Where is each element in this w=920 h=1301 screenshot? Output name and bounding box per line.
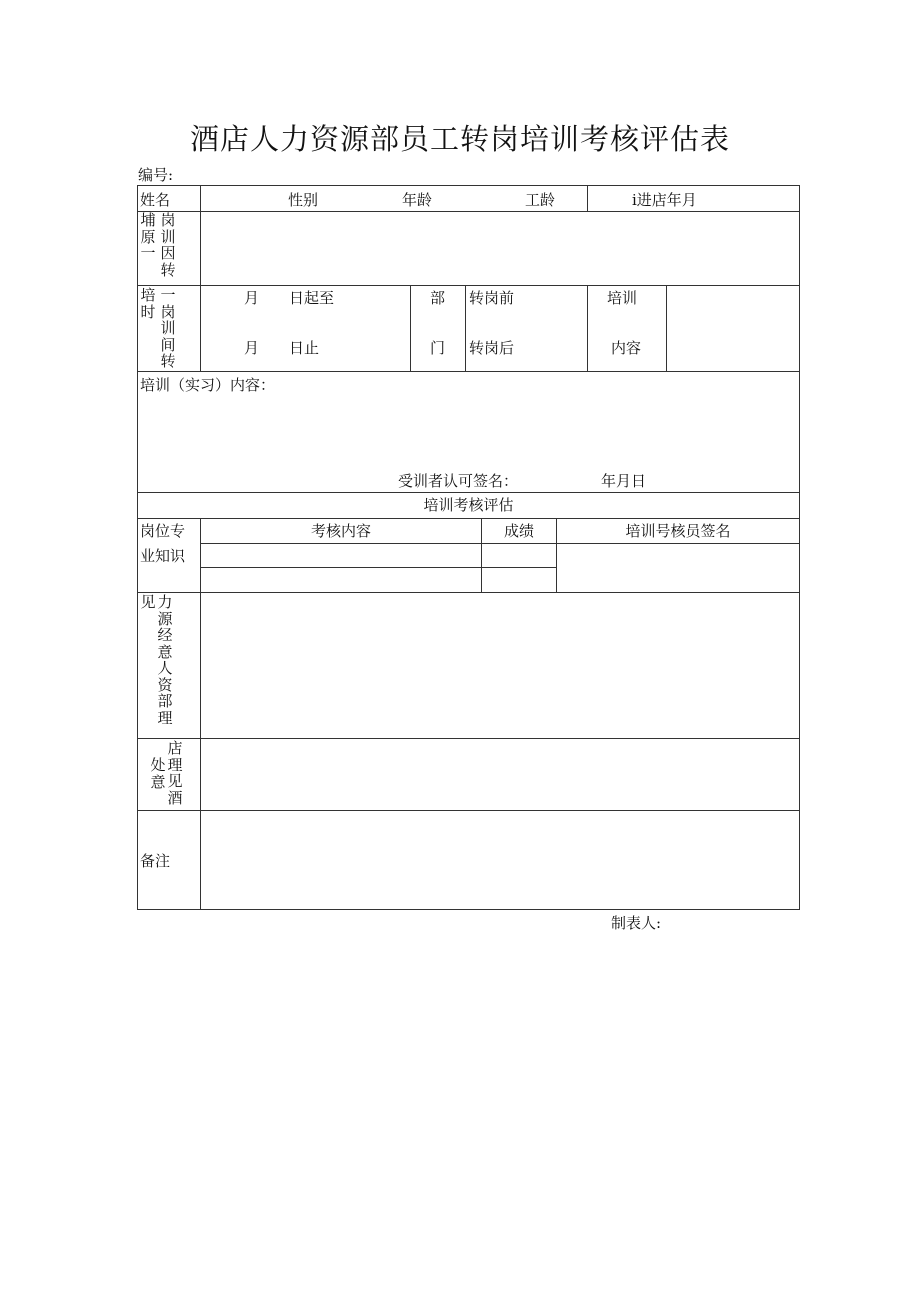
- form-maker-label: 制表人:: [611, 914, 662, 932]
- score-header: 成绩: [503, 522, 534, 540]
- remarks-field[interactable]: [201, 811, 799, 909]
- hr-opinion-label-col2: 力源经意人资部理: [157, 593, 173, 727]
- form-title: 酒店人力资源部员工转岗培训考核评估表: [189, 122, 730, 156]
- training-time-label-col2: 一岗训间转: [160, 286, 176, 370]
- serial-number-label: 编号:: [138, 166, 174, 184]
- age-label: 年龄: [402, 191, 433, 209]
- category-label-line2: 业知识: [140, 547, 186, 565]
- join-date-label: i进店年月: [632, 191, 697, 209]
- training-content-field[interactable]: [667, 286, 799, 371]
- score-cell[interactable]: [482, 544, 556, 567]
- before-transfer-label: 转岗前: [469, 289, 515, 307]
- remarks-label: 备注: [140, 852, 171, 870]
- transfer-reason-field[interactable]: [201, 212, 799, 285]
- after-transfer-label: 转岗后: [469, 339, 515, 357]
- training-content-heading: 培训（实习）内容：: [140, 376, 276, 394]
- end-date-field[interactable]: 月 日止: [244, 339, 320, 357]
- training-content-label-bottom: 内容: [611, 339, 642, 357]
- hr-opinion-label-col1: 见: [140, 593, 156, 611]
- score-cell[interactable]: [482, 568, 556, 592]
- department-label-top: 部: [430, 289, 446, 307]
- transfer-reason-label-col1: 埔原一: [140, 211, 156, 262]
- hotel-opinion-label-col1: 处意: [150, 756, 166, 791]
- assessor-signature-header: 培训号核员签名: [625, 522, 731, 540]
- hr-opinion-field[interactable]: [201, 593, 799, 738]
- assessment-content-cell[interactable]: [201, 568, 481, 592]
- department-label-bottom: 门: [430, 339, 446, 357]
- hotel-opinion-field[interactable]: [201, 739, 799, 810]
- transfer-reason-label-col2: 岗训因转: [160, 211, 176, 279]
- gender-label: 性别: [288, 191, 319, 209]
- training-time-label-col1: 培时: [140, 286, 156, 321]
- start-date-field[interactable]: 月 日起至: [244, 289, 335, 307]
- trainee-signature-label: 受训者认可签名：: [398, 472, 519, 490]
- hotel-opinion-label-col2: 店理见酒: [167, 739, 183, 807]
- evaluation-header: 培训考核评估: [423, 496, 514, 514]
- seniority-label: 工龄: [525, 191, 556, 209]
- assessor-signature-cell[interactable]: [557, 544, 799, 592]
- signature-date-label: 年月日: [601, 472, 647, 490]
- name-label: 姓名: [140, 191, 171, 209]
- category-label-line1: 岗位专: [140, 522, 186, 540]
- assessment-content-cell[interactable]: [201, 544, 481, 567]
- assessment-content-header: 考核内容: [310, 522, 371, 540]
- training-content-label-top: 培训: [607, 289, 638, 307]
